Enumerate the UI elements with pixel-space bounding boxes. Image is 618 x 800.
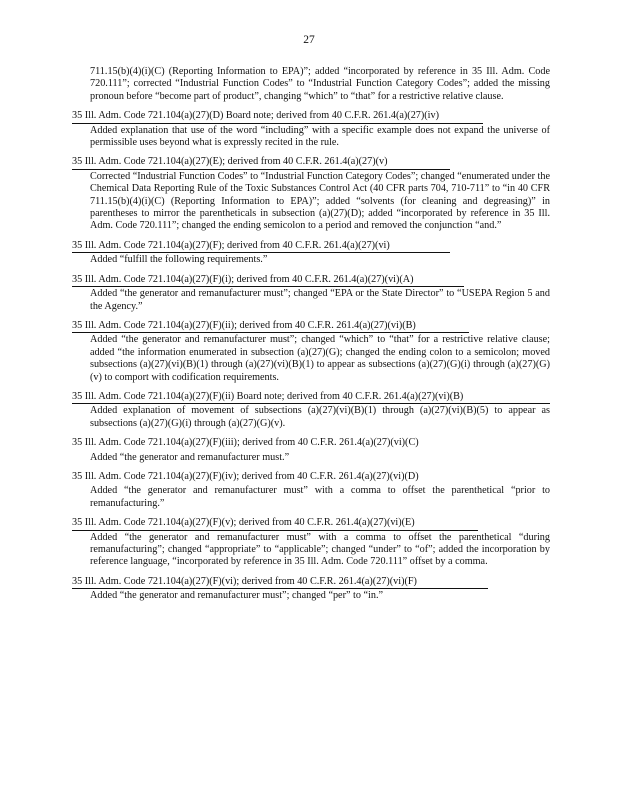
entry: [72, 437, 550, 464]
entry-list: [72, 66, 550, 610]
entry: [72, 274, 550, 313]
entry-heading: 35 Ill. Adm. Code 721.104(a)(27)(F)(iv); derived from 40 C.F.R. 261.4(a)(27)(vi)(D): [72, 471, 550, 484]
entry-heading: 35 Ill. Adm. Code 721.104(a)(27)(F)(ii); derived from 40 C.F.R. 261.4(a)(27)(vi)(B): [72, 320, 550, 333]
entry-body: Added “the generator and remanufacturer must”; changed “which” to “that” for a restrictive relative clause; added “the information enumerated in subsection (a)(27)(G); changed the ending colon to a semicolon; moved subsections (a)(27)(vi)(B)(1) through (a)(27)(vi)(B)(1) to appear as subsections (a)(27)(G)(i) through (a)(27)(G)(v) to comport with codification requirements.: [90, 334, 550, 383]
entry: [72, 240, 550, 267]
entry: [72, 110, 550, 149]
entry: [72, 391, 550, 430]
entry-body: Added explanation that use of the word “including” with a specific example does not expand the universe of permissible uses beyond what is expressly recited in the rule.: [90, 124, 550, 149]
entry-body: Added “fulfill the following requirements.”: [90, 254, 268, 266]
entry: [72, 576, 550, 603]
entry-body: Added “the generator and remanufacturer must” with a comma to offset the parenthetical “prior to remanufacturing.”: [90, 485, 550, 509]
entry-body: Added “the generator and remanufacturer must”; changed “per” to “in.”: [90, 590, 384, 602]
entry-heading: 35 Ill. Adm. Code 721.104(a)(27)(F)(ii) Board note; derived from 40 C.F.R. 261.4(a)(27)(vi)(B): [72, 391, 550, 404]
entry-body: Added “the generator and remanufacturer must”; changed “EPA or the State Director” to “USEPA Region 5 and the Agency.”: [90, 288, 550, 312]
entry-heading: 35 Ill. Adm. Code 721.104(a)(27)(F); derived from 40 C.F.R. 261.4(a)(27)(vi): [72, 240, 550, 253]
continued-entry: [72, 66, 550, 103]
entry-heading: 35 Ill. Adm. Code 721.104(a)(27)(F)(iii); derived from 40 C.F.R. 261.4(a)(27)(vi)(C): [72, 437, 550, 450]
entry: [72, 471, 550, 510]
entry-heading: 35 Ill. Adm. Code 721.104(a)(27)(E); derived from 40 C.F.R. 261.4(a)(27)(v): [72, 156, 550, 169]
entry: [72, 320, 550, 384]
entry-heading: 35 Ill. Adm. Code 721.104(a)(27)(F)(vi); derived from 40 C.F.R. 261.4(a)(27)(vi)(F): [72, 576, 550, 589]
entry-heading: 35 Ill. Adm. Code 721.104(a)(27)(F)(v); derived from 40 C.F.R. 261.4(a)(27)(vi)(E): [72, 517, 550, 530]
entry-body: 711.15(b)(4)(i)(C) (Reporting Information to EPA)”; added “incorporated by reference in 35 Ill. Adm. Code 720.111”; corrected “Industrial Function Codes” to “Industrial Function Category Codes”; added the missing pronoun before “become part of product”, changing “which” to “that” for a restrictive relative clause.: [90, 66, 550, 102]
entry-body: Added “the generator and remanufacturer must” with a comma to offset the parenthetical “during remanufacturing”; changed “appropriate” to “applicable”; changed “under” to “of”; added the incorporation by reference language, “incorporated by reference in 35 Ill. Adm. Code 720.111” offset by a comma.: [90, 531, 550, 568]
page-number: 27: [303, 34, 315, 46]
entry-body: Added “the generator and remanufacturer must.”: [90, 451, 290, 463]
entry-body: Corrected “Industrial Function Codes” to “Industrial Function Category Codes”; changed “enumerated under the Chemical Data Reporting Rule of the Toxic Substances Control Act (40 CFR parts 704, 710-711” to “in 40 CFR 711.15(b)(4)(i)(C) (Reporting Information to EPA)”; added “solvents (for cleaning and degreasing)” in parentheses to mirror the parentheticals in subsection (a)(27)(D); added “incorporated by reference in 35 Ill. Adm. Code 720.111”; changed the ending semicolon to a period and removed the conjunction “and.”: [90, 170, 550, 232]
entry-heading: 35 Ill. Adm. Code 721.104(a)(27)(D) Board note; derived from 40 C.F.R. 261.4(a)(27)(iv): [72, 110, 550, 123]
entry: [72, 517, 550, 569]
entry-heading: 35 Ill. Adm. Code 721.104(a)(27)(F)(i); derived from 40 C.F.R. 261.4(a)(27)(vi)(A): [72, 274, 550, 287]
entry: [72, 156, 550, 232]
entry-body: Added explanation of movement of subsections (a)(27)(vi)(B)(1) through (a)(27)(vi)(B)(5) to appear as subsections (a)(27)(G)(i) through (a)(27)(G)(v).: [90, 405, 550, 429]
